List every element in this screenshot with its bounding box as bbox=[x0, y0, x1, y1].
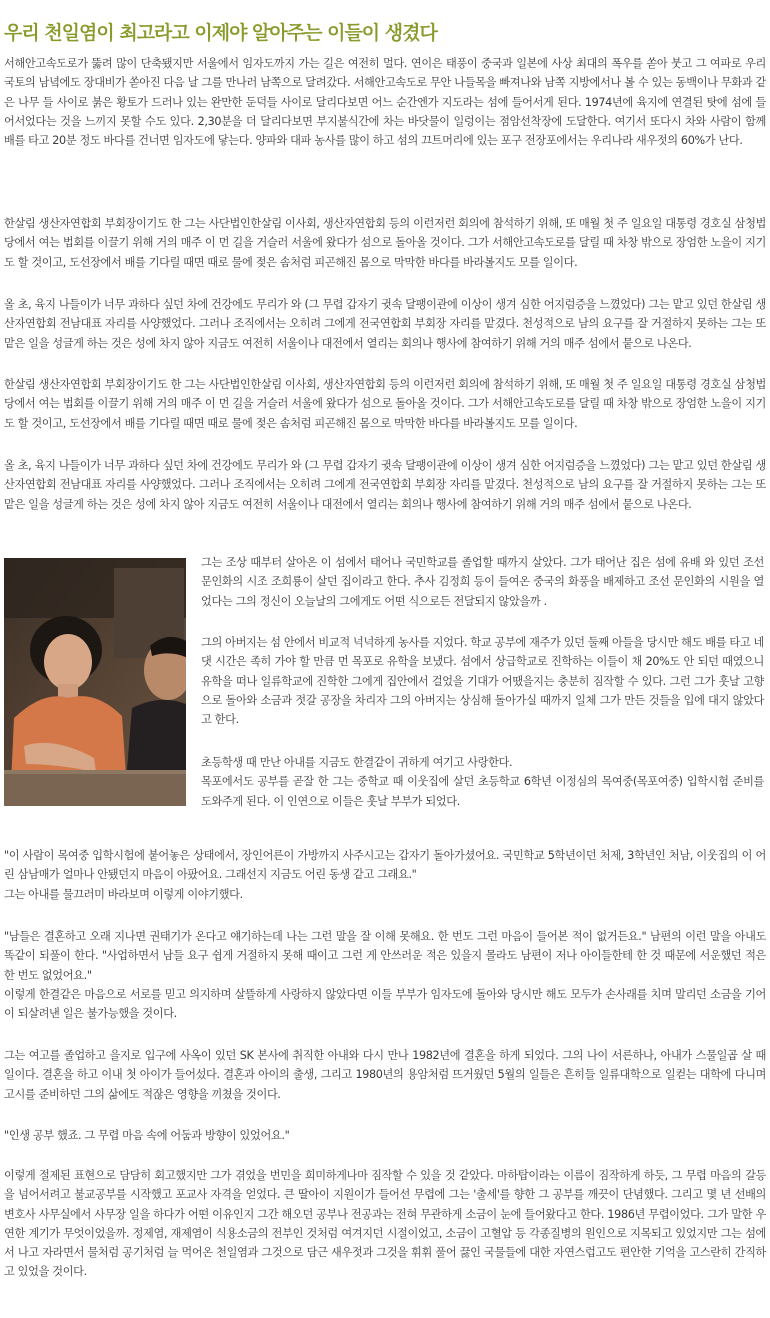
article-title: 우리 천일염이 최고라고 이제야 알아주는 이들이 생겼다 bbox=[4, 22, 437, 44]
paragraph: 한살림 생산자연합회 부회장이기도 한 그는 사단법인한살림 이사회, 생산자연합회 등의 이런저런 회의에 참석하기 위해, 또 매월 첫 주 일요일 대통령 경호실 삼청법당에서 여는 법회를 이끌기 위해 거의 매주 이 먼 길을 거슬러 서울에 왔다가 섬으로 돌아올 것이다. 그가 서해안고속도로를 달릴 때 차창 밖으로 장엄한 노을이 지기도 할 것이고, 도선장에서 배를 기다릴 때면 때로 물에 젖은 솜처럼 피곤해진 몸으로 막막한 바다를 바라볼지도 모를 일이다. bbox=[4, 217, 766, 269]
paragraph: 이렇게 절제된 표현으로 담담히 회고했지만 그가 겪었을 번민을 희미하게나마 짐작할 수 있을 것 같았다. 마하탑이라는 이름이 짐작하게 하듯, 그 무렵 마음의 갈등을 넘어서려고 불교공부를 시작했고 포교사 자격을 얻었다. 큰 딸아이 지원이가 들어선 무렵에 그는 '출세'를 향한 그 공부를 깨끗이 단념했다. 그리고 몇 년 선배의 변호사 사무실에서 사무장 일을 하다가 어떤 이유인지 그간 해오던 공부나 전공과는 전혀 무관하게 소금이 눈에 들어왔다고 한다. 1986년 무렵이었다. 그가 말한 우연한 계기가 무엇이었을까. 정제염, 재제염이 식용소금의 전부인 것처럼 여겨지던 시절이었고, 소금이 고혈압 등 각종질병의 원인으로 지목되고 있었지만 그는 섬에서 나고 자라면서 물처럼 공기처럼 늘 먹어온 천일염과 그것으로 담근 새우젓과 그것을 휘휘 풀어 끓인 국물들에 대한 자연스럽고도 편안한 기억을 고스란히 간직하고 있었을 것이다. bbox=[4, 1169, 766, 1279]
paragraph: 한살림 생산자연합회 부회장이기도 한 그는 사단법인한살림 이사회, 생산자연합회 등의 이런저런 회의에 참석하기 위해, 또 매월 첫 주 일요일 대통령 경호실 삼청법당에서 여는 법회를 이끌기 위해 거의 매주 이 먼 길을 거슬러 서울에 왔다가 섬으로 돌아올 것이다. 그가 서해안고속도로를 달릴 때 차창 밖으로 장엄한 노을이 지기도 할 것이고, 도선장에서 배를 기다릴 때면 때로 물에 젖은 솜처럼 피곤해진 몸으로 막막한 바다를 바라볼지도 모를 일이다. bbox=[4, 378, 766, 430]
quote-paragraph: "이 사람이 목여중 입학시험에 붙어놓은 상태에서, 장인어른이 가방까지 사주시고는 갑자기 돌아가셨어요. 국민학교 5학년이던 처제, 3학년인 처남, 이웃집의 이 어린 삼남매가 얼마나 안됐던지 마음이 아팠어요. 그래선지 지금도 어린 동생 같고 그래요." 그는 아내를 물끄러미 바라보며 이렇게 이야기했다. bbox=[4, 849, 766, 901]
quote-paragraph: "남들은 결혼하고 오래 지나면 권태기가 온다고 얘기하는데 나는 그런 말을 잘 이해 못해요. 한 번도 그런 마음이 들어본 적이 없거든요." 남편의 이런 말을 아내도 똑같이 되풀이 한다. "사업하면서 남들 요구 쉽게 거절하지 못해 때이고 그런 게 안쓰러운 적은 있을지 몰라도 남편이 저나 아이들한테 한 것 때문에 서운했던 적은 한 번도 없었어요." 이렇게 한결같은 마음으로 서로를 믿고 의지하며 살뜰하게 사랑하지 않았다면 이들 부부가 임자도에 돌아와 당시만 해도 모두가 손사래를 치며 말리던 소금을 기어이 되살려낸 일은 불가능했을 것이다. bbox=[4, 930, 766, 1021]
quote-paragraph: "인생 공부 했죠. 그 무렵 마음 속에 어둠과 방향이 있었어요." bbox=[4, 1129, 290, 1142]
paragraph: 그는 여고를 졸업하고 을지로 입구에 사옥이 있던 SK 본사에 취직한 아내와 다시 만나 1982년에 결혼을 하게 되었다. 그의 나이 서른하나, 아내가 스물일곱 살 때 일이다. 결혼을 하고 이내 첫 아이가 들어섰다. 결혼과 아이의 출생, 그리고 1980년의 용암처럼 뜨거웠던 5월의 일들은 흔히들 일류대학으로 일컫는 대학에 다니며 고시를 준비하던 그의 삶에도 적잖은 영향을 끼쳤을 것이다. bbox=[4, 1049, 766, 1101]
paragraph: 그의 아버지는 섬 안에서 비교적 넉넉하게 농사를 지었다. 학교 공부에 재주가 있던 둘째 아들을 당시만 해도 배를 타고 네댓 시간은 족히 가야 할 만큼 먼 목포로 유학을 보냈다. 섬에서 상급학교로 진학하는 이들이 채 20%도 안 되던 때였으니 유학을 떠나 일류학교에 진학한 그에게 집안에서 걸었을 기대가 어땠을지는 충분히 짐작할 수 있다. 그런 그가 훗날 고향으로 돌아와 소금과 젓갈 공장을 차리자 그의 아버지는 상심해 돌아가실 때까지 일체 그가 만든 것들을 입에 대지 않았다고 한다. bbox=[201, 636, 764, 727]
paragraph: 서해안고속도로가 뚫려 많이 단축됐지만 서울에서 임자도까지 가는 길은 여전히 멀다. 연이은 태풍이 중국과 일본에 사상 최대의 폭우를 쏟아 붓고 그 여파로 우리 국토의 남녘에도 장대비가 쏟아진 다음 날 그를 만나러 남쪽으로 달려갔다. 서해안고속도로 무안 나들목을 빠져나와 남쪽 지방에서나 볼 수 있는 동백이나 무화과 같은 나무 들 사이로 붉은 황토가 드러나 있는 완만한 둔덕들 사이로 달리다보면 어느 순간엔가 지도라는 섬에 들어서게 된다. 1974년에 육지에 연결된 탓에 섬에 들어서었다는 것을 느끼지 못할 수도 있다. 2,30분을 더 달리다보면 부지불식간에 차는 바닷물이 일렁이는 점암선착장에 도달한다. 여기서 또다시 차와 사람이 함께 배를 타고 20분 정도 바다를 건너면 임자도에 닿는다. 양파와 대파 농사를 많이 하고 섬의 끄트머리에 있는 포구 전장포에서는 우리나라 새우젓의 60%가 난다. bbox=[4, 57, 766, 148]
paragraph: 올 초, 육지 나들이가 너무 과하다 싶던 차에 건강에도 무리가 와 (그 무렵 갑자기 귓속 달팽이관에 이상이 생겨 심한 어지럼증을 느꼈었다) 그는 맡고 있던 한살림 생산자연합회 전남대표 자리를 사양했었다. 그러나 조직에서는 오히려 그에게 전국연합회 부회장 자리를 맡겼다. 천성적으로 남의 요구를 잘 거절하지 못하는 그는 또 맡은 일을 성글게 하는 것은 성에 차지 않아 지금도 여전히 서울이나 대전에서 열리는 회의나 행사에 참여하기 위해 거의 매주 섬에서 뭍으로 나온다. bbox=[4, 298, 766, 350]
paragraph: 올 초, 육지 나들이가 너무 과하다 싶던 차에 건강에도 무리가 와 (그 무렵 갑자기 귓속 달팽이관에 이상이 생겨 심한 어지럼증을 느꼈었다) 그는 맡고 있던 한살림 생산자연합회 전남대표 자리를 사양했었다. 그러나 조직에서는 오히려 그에게 전국연합회 부회장 자리를 맡겼다. 천성적으로 남의 요구를 잘 거절하지 못하는 그는 또 맡은 일을 성글게 하는 것은 성에 차지 않아 지금도 여전히 서울이나 대전에서 열리는 회의나 행사에 참여하기 위해 거의 매주 섬에서 뭍으로 나온다. bbox=[4, 459, 766, 511]
paragraph: 그는 조상 때부터 살아온 이 섬에서 태어나 국민학교를 졸업할 때까지 살았다. 그가 태어난 집은 섬에 유배 와 있던 조선 문인화의 시조 조희룡이 살던 집이라고 한다. 추사 김정희 등이 들여온 중국의 화풍을 배제하고 조선 문인화의 시원을 열었다는 그의 정신이 오늘날의 그에게도 어떤 식으로든 전달되지 않았을까 . bbox=[201, 556, 764, 608]
paragraph: 초등학생 때 만난 아내를 지금도 한결같이 귀하게 여기고 사랑한다. 목포에서도 공부를 곧잘 한 그는 중학교 때 이웃집에 살던 초등학교 6학년 이정심의 목여중(목포여중) 입학시험 준비를 도와주게 된다. 이 인연으로 이들은 훗날 부부가 되었다. bbox=[201, 756, 764, 808]
photo-illustration bbox=[4, 558, 186, 806]
photo-couple bbox=[4, 558, 186, 806]
